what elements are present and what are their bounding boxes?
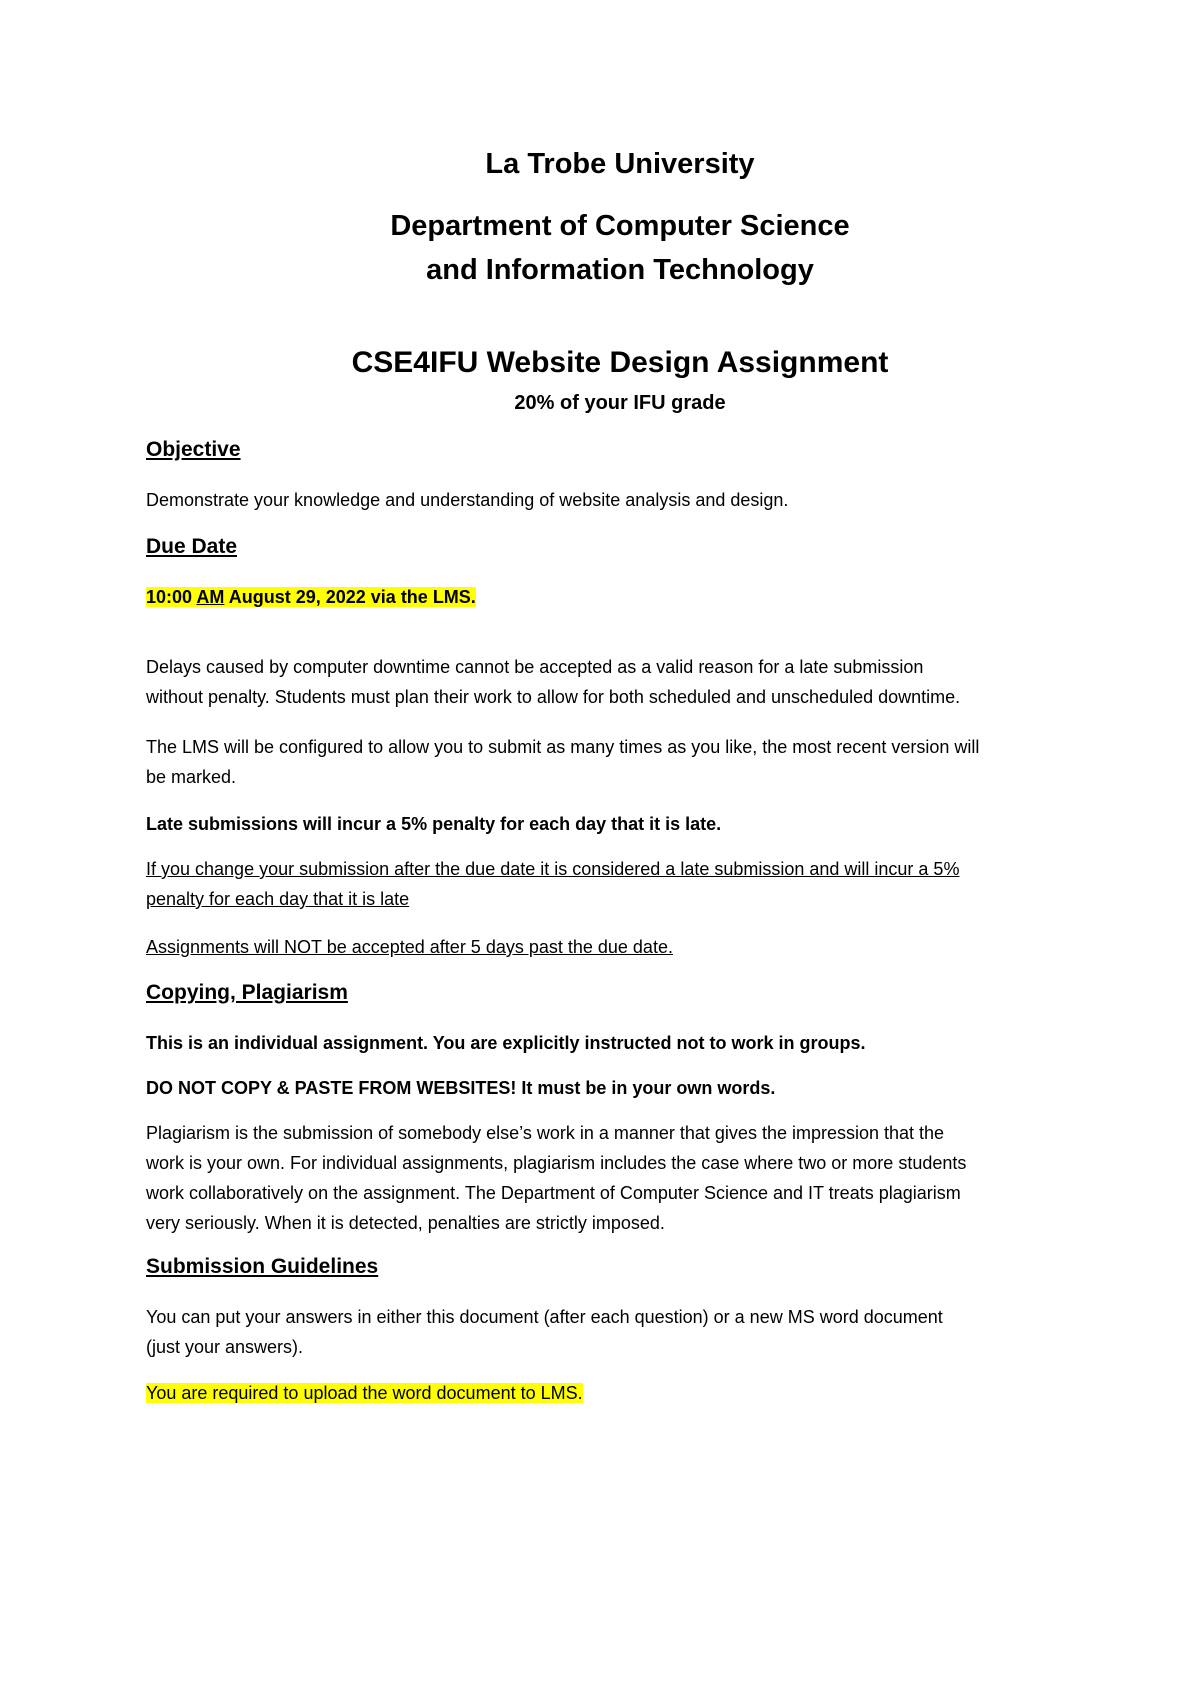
change-submission-paragraph [146, 854, 1106, 914]
due-date-line [146, 582, 1106, 612]
plagiarism-paragraph [146, 1118, 1106, 1238]
grade-weight: 20% of your IFU grade [514, 392, 726, 414]
lms-line-2: be marked. [146, 767, 237, 787]
change-line-1: If you change your submission after the due date it is considered a late submission and will incur a 5% [146, 859, 960, 879]
plagiarism-line-4: very seriously. When it is detected, penalties are strictly imposed. [146, 1213, 665, 1233]
university-title: La Trobe University [485, 148, 755, 180]
assignment-title: CSE4IFU Website Design Assignment [351, 346, 889, 379]
objective-text: Demonstrate your knowledge and understanding of website analysis and design. [146, 490, 789, 510]
upload-text-line [146, 1378, 1106, 1408]
objective-heading: Objective [146, 438, 241, 461]
plagiarism-line-1: Plagiarism is the submission of somebody else’s work in a manner that gives the impression that the [146, 1123, 945, 1143]
no-copy-text: DO NOT COPY & PASTE FROM WEBSITES! It must be in your own words. [146, 1078, 776, 1098]
individual-assignment-text: This is an individual assignment. You are explicitly instructed not to work in groups. [146, 1033, 866, 1053]
due-time: 10:00 [146, 587, 193, 607]
not-accepted-text: Assignments will NOT be accepted after 5 days past the due date. [146, 937, 673, 957]
lms-paragraph [146, 732, 1106, 792]
due-am: AM [196, 587, 225, 607]
late-penalty-text: Late submissions will incur a 5% penalty for each day that it is late. [146, 814, 722, 834]
change-line-2: penalty for each day that it is late [146, 889, 410, 909]
delays-paragraph [146, 652, 1106, 712]
delays-line-1: Delays caused by computer downtime cannot be accepted as a valid reason for a late submission [146, 657, 924, 677]
due-date-rest: August 29, 2022 via the LMS. [228, 587, 476, 607]
submission-line-1: You can put your answers in either this document (after each question) or a new MS word document [146, 1307, 943, 1327]
plagiarism-heading: Copying, Plagiarism [146, 981, 348, 1004]
department-line-2: and Information Technology [426, 254, 814, 286]
lms-line-1: The LMS will be configured to allow you to submit as many times as you like, the most recent version will [146, 737, 980, 757]
due-date-heading: Due Date [146, 535, 238, 558]
plagiarism-line-2: work is your own. For individual assignments, plagiarism includes the case where two or more students [146, 1153, 967, 1173]
plagiarism-line-3: work collaboratively on the assignment. The Department of Computer Science and IT treats plagiarism [146, 1183, 961, 1203]
due-date-highlight [146, 587, 476, 607]
delays-line-2: without penalty. Students must plan their work to allow for both scheduled and unscheduled downtime. [146, 687, 961, 707]
submission-heading: Submission Guidelines [146, 1255, 379, 1278]
upload-text: You are required to upload the word document to LMS. [146, 1383, 583, 1403]
submission-paragraph [146, 1302, 1106, 1362]
department-line-1: Department of Computer Science [390, 210, 850, 242]
submission-line-2: (just your answers). [146, 1337, 304, 1357]
